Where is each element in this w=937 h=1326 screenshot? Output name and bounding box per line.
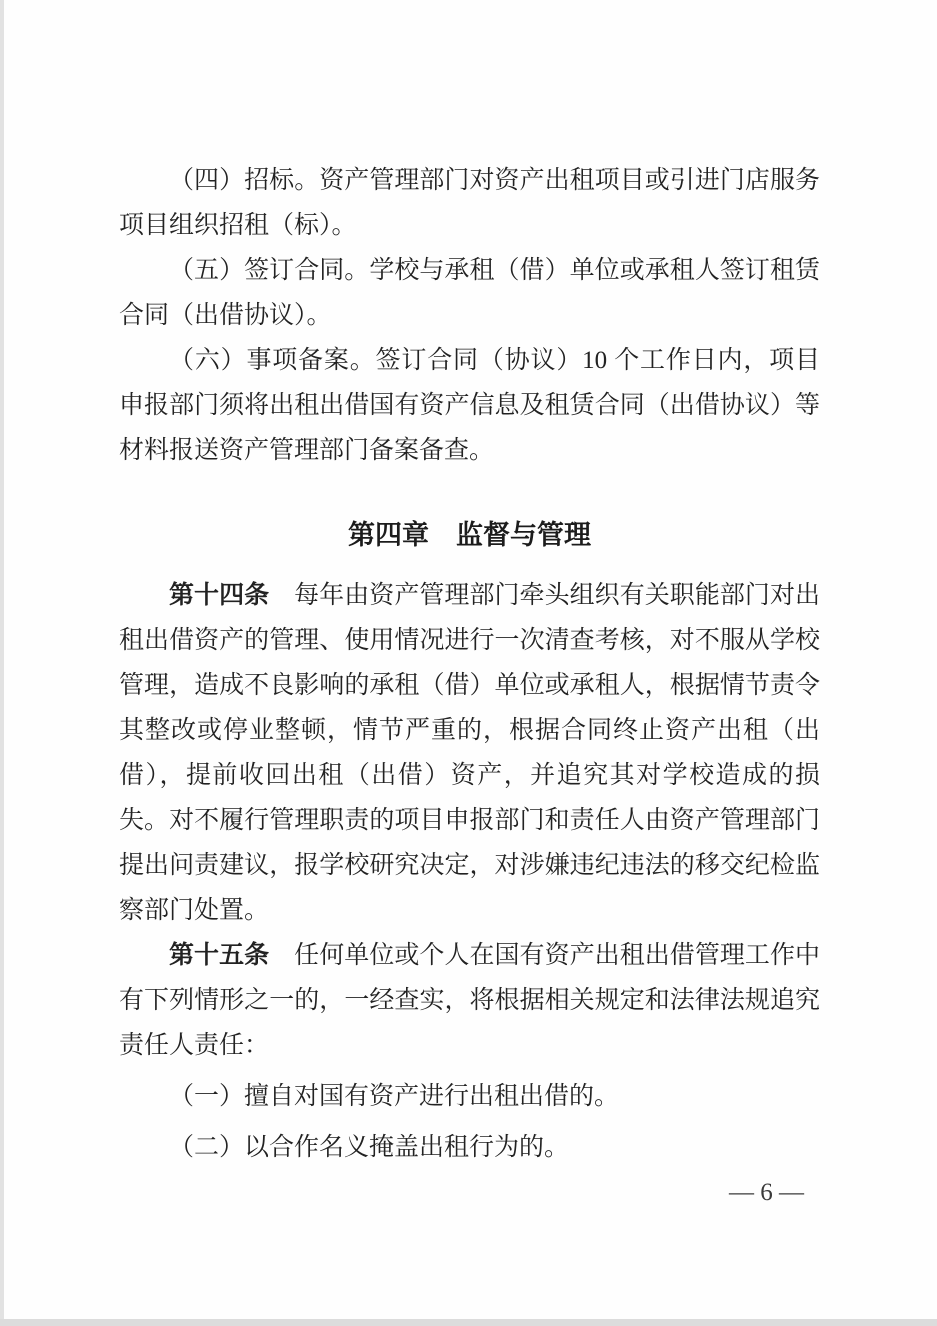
paragraph-item-5: （五）签订合同。学校与承租（借）单位或承租人签订租赁合同（出借协议）。 bbox=[119, 257, 820, 329]
page-left-edge bbox=[0, 0, 4, 1326]
article-14-text: 每年由资产管理部门牵头组织有关职能部门对出租出借资产的管理、使用情况进行一次清查考核，对不服从学校管理，造成不良影响的承租（借）单位或承租人，根据情节责令其整改或停业整顿，情节严重的，根据合同终止资产出租（出借），提前收回出租（出借）资产，并追究其对学校造成的损失。对不履行管理职责的项目申报部门和责任人由资产管理部门提出问责建议，报学校研究决定，对涉嫌违纪违法的移交纪检监察部门处置。 bbox=[119, 582, 820, 924]
paragraph-subitem-1: （一）擅自对国有资产进行出租出借的。 bbox=[169, 1083, 620, 1110]
article-15-term: 第十五条 bbox=[169, 942, 270, 969]
paragraph-subitem-2: （二）以合作名义掩盖出租行为的。 bbox=[169, 1134, 570, 1161]
document-page bbox=[119, 158, 820, 1215]
article-14-term: 第十四条 bbox=[169, 582, 270, 609]
paragraph-article-15 bbox=[119, 933, 820, 1068]
paragraph-item-6: （六）事项备案。签订合同（协议）10 个工作日内，项目申报部门须将出租出借国有资产信息及租赁合同（出借协议）等材料报送资产管理部门备案备查。 bbox=[119, 347, 820, 464]
paragraph-article-14 bbox=[119, 573, 820, 933]
page-bottom-edge bbox=[0, 1319, 937, 1326]
paragraph-item-4: （四）招标。资产管理部门对资产出租项目或引进门店服务项目组织招租（标）。 bbox=[119, 167, 820, 239]
article-15-text: 任何单位或个人在国有资产出租出借管理工作中有下列情形之一的，一经查实，将根据相关规定和法律法规追究责任人责任： bbox=[119, 942, 820, 1059]
chapter-heading: 第四章 监督与管理 bbox=[348, 520, 591, 550]
page-number: — 6 — bbox=[729, 1179, 804, 1206]
